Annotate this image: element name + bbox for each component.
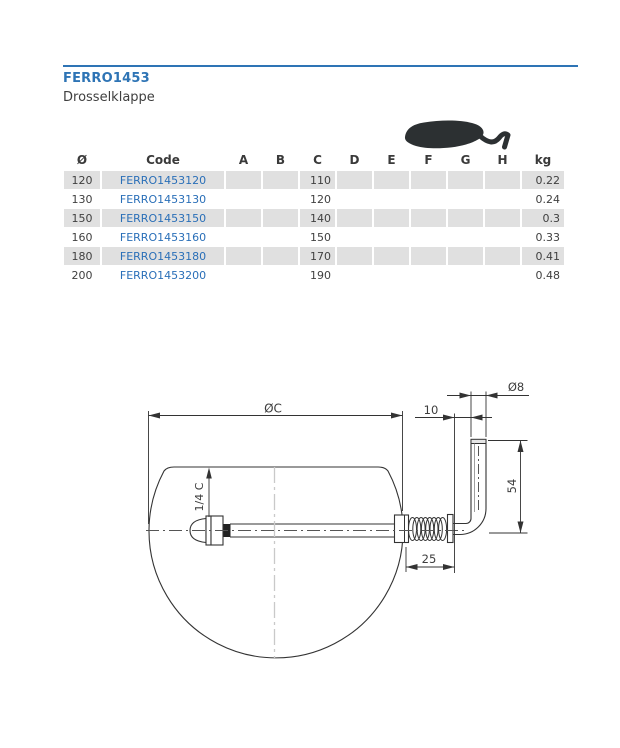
cell-g xyxy=(448,247,483,265)
cell-d xyxy=(337,209,372,227)
code-link[interactable]: FERRO1453200 xyxy=(119,268,207,282)
cell-h xyxy=(485,266,520,284)
col-header-e: E xyxy=(387,153,396,167)
cell-kg: 0.33 xyxy=(535,230,560,244)
cell-g xyxy=(448,171,483,189)
spring-washer xyxy=(448,515,454,543)
dimension-label-pipe-height: 54 xyxy=(505,478,519,494)
code-link[interactable]: FERRO1453150 xyxy=(119,211,207,225)
bend-outer-edge xyxy=(453,439,486,534)
col-header-f: F xyxy=(424,153,433,167)
cell-c: 150 xyxy=(310,230,331,244)
bend-inner-edge xyxy=(453,439,471,523)
col-header-b: B xyxy=(275,153,286,167)
cell-c: 120 xyxy=(310,192,331,206)
pipe-end-face xyxy=(471,439,486,443)
code-link[interactable]: FERRO1453160 xyxy=(119,230,207,244)
table-row xyxy=(64,190,564,208)
cell-e xyxy=(374,171,409,189)
table-row xyxy=(64,171,564,189)
col-header-g: G xyxy=(460,153,471,167)
cell-d xyxy=(337,247,372,265)
cell-h xyxy=(485,171,520,189)
technical-drawing xyxy=(120,370,590,680)
table-row xyxy=(64,228,564,246)
cell-diameter: 160 xyxy=(71,230,93,244)
cell-d xyxy=(337,171,372,189)
dimension-label-spring-length: 25 xyxy=(421,552,437,566)
code-link[interactable]: FERRO1453180 xyxy=(119,249,207,263)
cell-a xyxy=(226,247,261,265)
cell-c: 170 xyxy=(300,247,335,265)
cell-a xyxy=(226,190,261,208)
disc-outline xyxy=(149,467,403,658)
cell-h xyxy=(485,247,520,265)
cell-f xyxy=(411,171,446,189)
cell-h xyxy=(485,190,520,208)
cell-a xyxy=(226,209,261,227)
table-row xyxy=(64,266,564,284)
col-header-c: C xyxy=(313,153,322,167)
cell-code xyxy=(102,266,224,284)
cell-diameter: 150 xyxy=(64,209,100,227)
cell-b xyxy=(263,247,298,265)
handle-silhouette xyxy=(480,134,508,147)
cell-g xyxy=(448,228,483,246)
code-link[interactable]: FERRO1453130 xyxy=(119,192,207,206)
cell-diameter: 180 xyxy=(64,247,100,265)
cell-c: 190 xyxy=(310,268,331,282)
cell-kg: 0.24 xyxy=(535,192,560,206)
dimension-label-quarter-c: 1/4 C xyxy=(193,482,206,512)
cell-f xyxy=(411,190,446,208)
dimension-rod-diameter xyxy=(447,392,529,438)
cell-d xyxy=(337,228,372,246)
cell-c: 140 xyxy=(300,209,335,227)
cell-a xyxy=(226,171,261,189)
product-code-title: FERRO1453 xyxy=(63,71,150,86)
cell-d xyxy=(337,190,372,208)
cell-code xyxy=(102,190,224,208)
header-divider xyxy=(63,65,578,67)
cell-h xyxy=(485,228,520,246)
dimension-label-rod-diameter: Ø8 xyxy=(507,380,525,394)
col-header-h: H xyxy=(497,153,508,167)
gland-body xyxy=(395,515,409,543)
cell-d xyxy=(337,266,372,284)
cell-kg: 0.22 xyxy=(522,171,564,189)
table-row xyxy=(64,209,564,227)
cell-b xyxy=(263,171,298,189)
cell-kg: 0.3 xyxy=(522,209,564,227)
dimension-label-disc-diameter: ØC xyxy=(264,401,282,416)
cell-g xyxy=(448,266,483,284)
cell-f xyxy=(411,209,446,227)
col-header-diameter: Ø xyxy=(76,153,88,167)
cell-h xyxy=(485,209,520,227)
cell-e xyxy=(374,190,409,208)
col-header-a: A xyxy=(238,153,249,167)
dimension-label-offset-ten: 10 xyxy=(423,403,439,417)
cell-kg: 0.48 xyxy=(535,268,560,282)
table-header-row xyxy=(64,150,564,170)
cell-code xyxy=(102,247,224,265)
cell-code xyxy=(102,228,224,246)
cell-e xyxy=(374,247,409,265)
cell-g xyxy=(448,190,483,208)
cell-code xyxy=(102,209,224,227)
code-link[interactable]: FERRO1453120 xyxy=(119,173,207,187)
cell-b xyxy=(263,266,298,284)
cell-c: 110 xyxy=(300,171,335,189)
cell-kg: 0.41 xyxy=(522,247,564,265)
cell-b xyxy=(263,190,298,208)
spring xyxy=(409,518,447,541)
cell-f xyxy=(411,247,446,265)
cell-b xyxy=(263,209,298,227)
cell-code xyxy=(102,171,224,189)
cell-f xyxy=(411,266,446,284)
cell-e xyxy=(374,266,409,284)
col-header-code: Code xyxy=(146,153,180,167)
dimension-offset-ten xyxy=(415,414,492,574)
spec-table xyxy=(62,149,566,285)
damper-disc-silhouette xyxy=(405,120,484,148)
dimension-quarter-c xyxy=(206,468,212,518)
table-row xyxy=(64,247,564,265)
cell-a xyxy=(226,266,261,284)
cell-e xyxy=(374,209,409,227)
cell-diameter: 200 xyxy=(71,268,93,282)
cell-b xyxy=(263,228,298,246)
cell-diameter: 130 xyxy=(71,192,93,206)
cell-g xyxy=(448,209,483,227)
col-header-kg: kg xyxy=(534,153,552,167)
col-header-d: D xyxy=(349,153,360,167)
product-name: Drosselklappe xyxy=(63,90,155,105)
cell-a xyxy=(226,228,261,246)
cell-e xyxy=(374,228,409,246)
cell-f xyxy=(411,228,446,246)
cell-diameter: 120 xyxy=(64,171,100,189)
